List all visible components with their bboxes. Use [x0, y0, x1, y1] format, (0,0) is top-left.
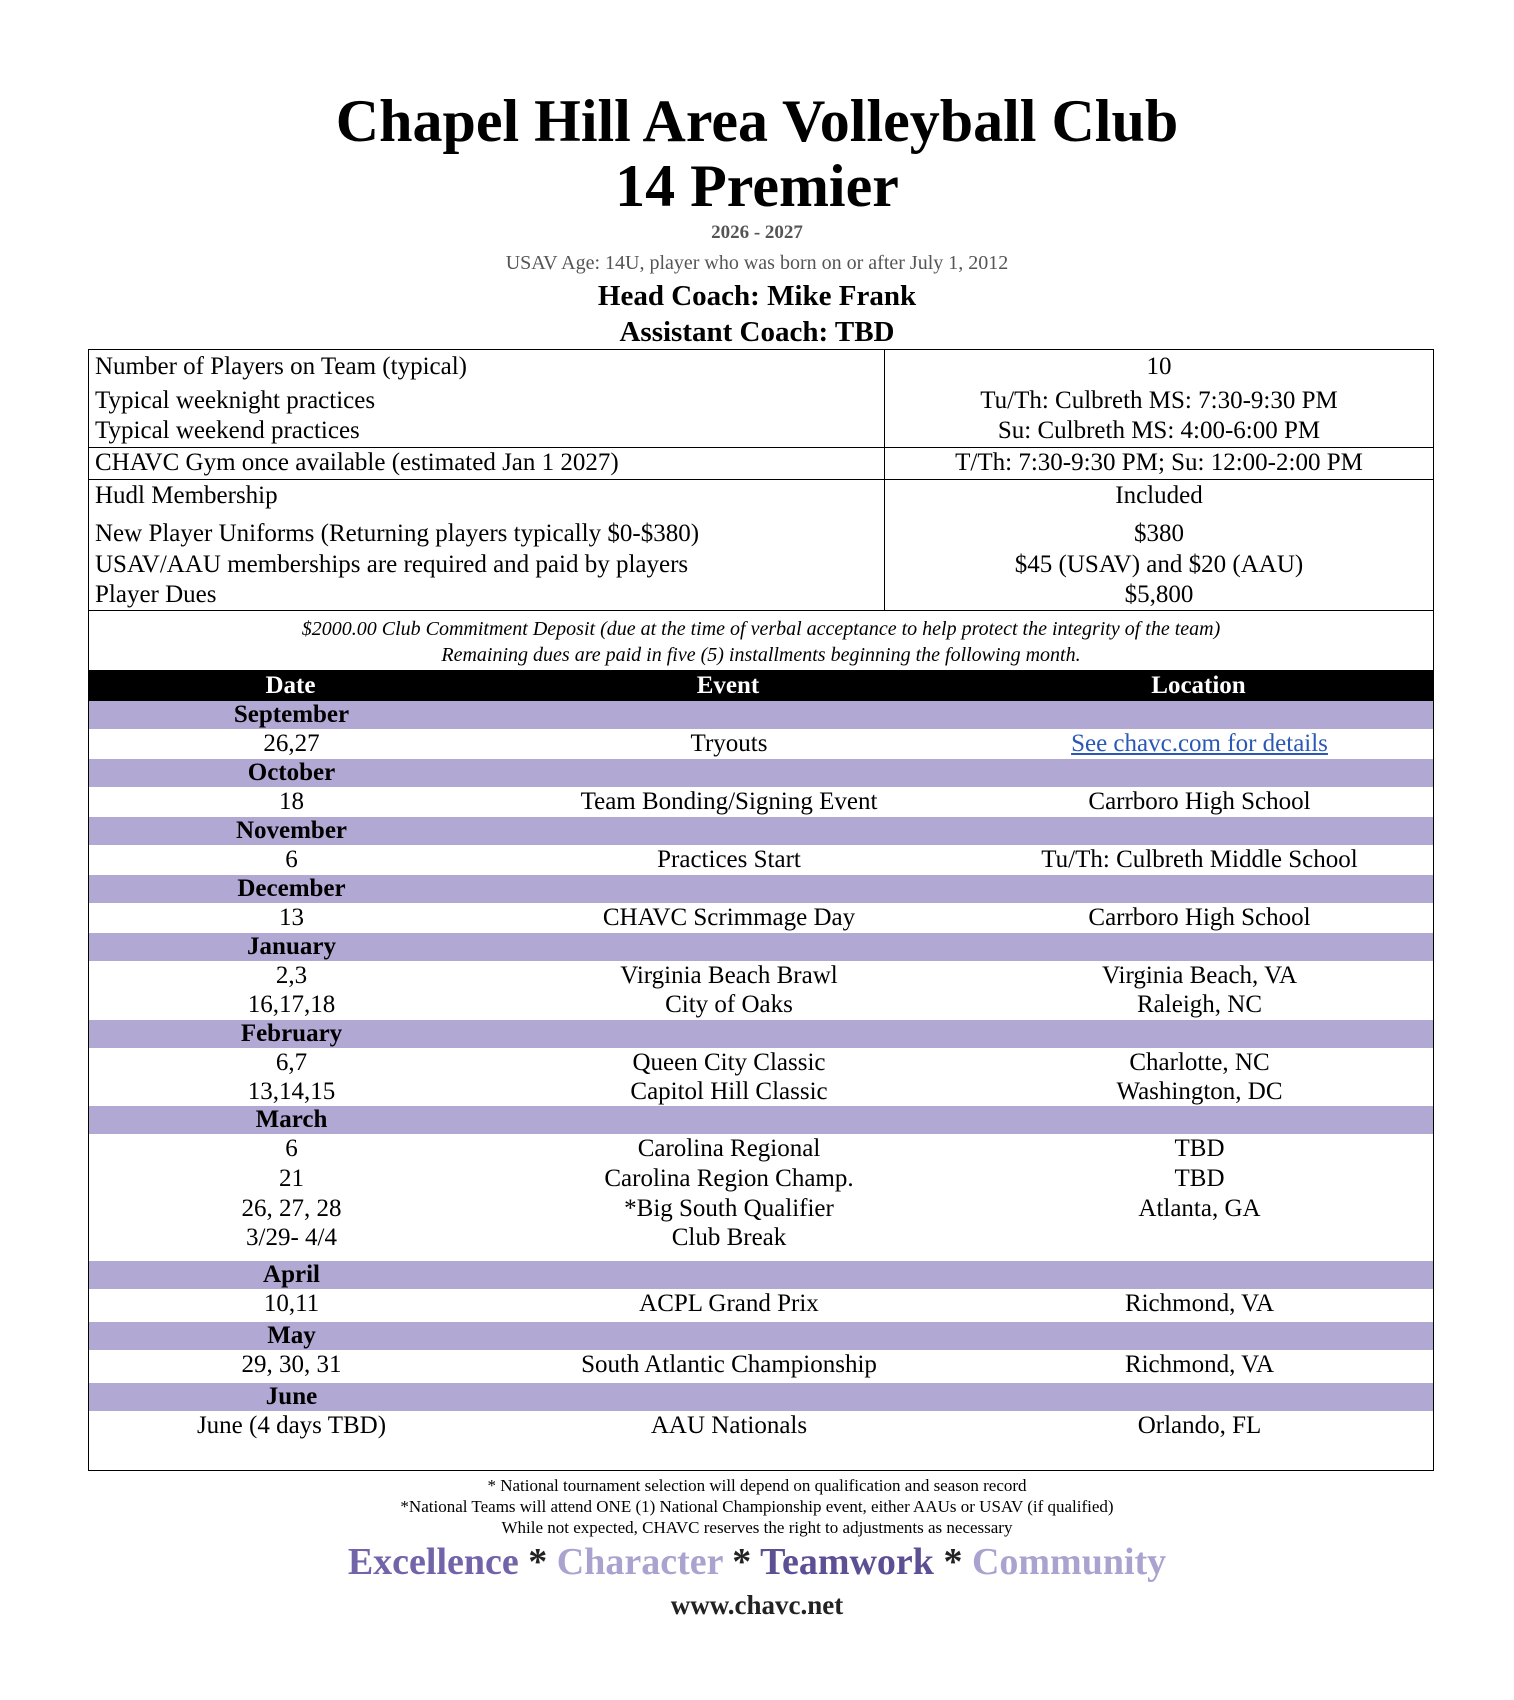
- info-value: $380: [1134, 520, 1184, 547]
- event-location: TBD: [1174, 1135, 1225, 1162]
- info-label: New Player Uniforms (Returning players typically $0-$380): [95, 520, 700, 547]
- info-label: USAV/AAU memberships are required and paid by players: [95, 551, 689, 578]
- table-row: [89, 903, 1433, 933]
- month-row: [89, 1383, 1433, 1411]
- month-row: [89, 933, 1433, 961]
- month-label: April: [263, 1261, 320, 1288]
- motto-separator: *: [943, 1541, 963, 1583]
- info-label: Typical weeknight practices: [95, 387, 376, 414]
- event-location: Raleigh, NC: [1137, 991, 1262, 1018]
- event-name: CHAVC Scrimmage Day: [602, 904, 856, 931]
- table-row: [89, 1411, 1433, 1441]
- table-row: [89, 729, 1433, 759]
- info-label: Number of Players on Team (typical): [95, 353, 467, 380]
- event-name: Queen City Classic: [632, 1049, 826, 1076]
- info-label: Hudl Membership: [95, 482, 278, 509]
- month-row: [89, 875, 1433, 903]
- table-row: [89, 961, 1433, 991]
- info-value: Tu/Th: Culbreth MS: 7:30-9:30 PM: [980, 387, 1338, 414]
- event-date: 10,11: [263, 1290, 320, 1317]
- team-title: 14 Premier: [615, 153, 899, 219]
- table-row: [89, 1048, 1433, 1078]
- month-row: [89, 759, 1433, 787]
- website-url: www.chavc.net: [670, 1590, 844, 1620]
- info-value: $5,800: [1124, 581, 1194, 608]
- event-date: 29, 30, 31: [241, 1351, 342, 1378]
- event-date: 13,14,15: [247, 1078, 336, 1105]
- month-label: October: [247, 759, 336, 786]
- club-title: Chapel Hill Area Volleyball Club: [335, 88, 1179, 154]
- event-name: ACPL Grand Prix: [639, 1290, 819, 1317]
- club-motto: [0, 1540, 1514, 1584]
- event-location: TBD: [1174, 1165, 1225, 1192]
- head-coach: Head Coach: Mike Frank: [597, 280, 917, 312]
- event-date: 26,27: [263, 730, 320, 757]
- event-location: Richmond, VA: [1124, 1290, 1275, 1317]
- info-value: $45 (USAV) and $20 (AAU): [1014, 551, 1304, 578]
- info-label: CHAVC Gym once available (estimated Jan 1 2027): [95, 449, 619, 476]
- event-name: City of Oaks: [665, 991, 793, 1018]
- deposit-note: [88, 610, 1434, 670]
- event-name: Carolina Regional: [637, 1135, 821, 1162]
- table-row: [89, 1164, 1433, 1194]
- table-row: [89, 1289, 1433, 1319]
- table-row: [89, 1134, 1433, 1164]
- month-label: March: [255, 1106, 328, 1133]
- info-label: Player Dues: [95, 581, 217, 608]
- details-link[interactable]: See chavc.com for details: [1071, 730, 1328, 757]
- motto-separator: *: [732, 1541, 752, 1583]
- table-row: [89, 1077, 1433, 1107]
- info-label: Typical weekend practices: [95, 417, 360, 444]
- usav-age-note: USAV Age: 14U, player who was born on or after July 1, 2012: [505, 252, 1009, 274]
- event-date: 18: [279, 788, 304, 815]
- event-column-header: Event: [696, 672, 760, 699]
- month-row: [89, 701, 1433, 729]
- info-value: Included: [1115, 482, 1203, 509]
- footnote: * National tournament selection will depend on qualification and season record: [487, 1476, 1027, 1495]
- deposit-line: $2000.00 Club Commitment Deposit (due at the time of verbal acceptance to help protect the integrity of the team): [301, 618, 1221, 640]
- date-column-header: Date: [265, 672, 316, 699]
- month-row: [89, 1261, 1433, 1289]
- motto-word: Excellence: [347, 1541, 519, 1583]
- month-label: December: [237, 875, 346, 902]
- location-column-header: Location: [1151, 672, 1246, 699]
- event-name: Practices Start: [657, 846, 801, 873]
- schedule-table: [88, 701, 1434, 1471]
- event-location: Washington, DC: [1116, 1078, 1283, 1105]
- event-date: 2,3: [275, 962, 308, 989]
- event-date: 26, 27, 28: [241, 1195, 342, 1222]
- month-label: May: [267, 1322, 316, 1349]
- event-location: Orlando, FL: [1137, 1412, 1262, 1439]
- table-row: [89, 990, 1433, 1020]
- event-date: 6: [285, 846, 298, 873]
- row-divider: [89, 447, 1433, 448]
- event-name: Capitol Hill Classic: [630, 1078, 828, 1105]
- month-row: [89, 1106, 1433, 1134]
- event-location: Virginia Beach, VA: [1101, 962, 1297, 989]
- month-row: [89, 1020, 1433, 1048]
- event-date: 3/29- 4/4: [246, 1224, 337, 1251]
- month-label: January: [247, 933, 336, 960]
- event-name: Virginia Beach Brawl: [620, 962, 838, 989]
- motto-separator: *: [528, 1541, 548, 1583]
- month-label: February: [240, 1020, 343, 1047]
- schedule-header: [88, 670, 1434, 701]
- event-date: 13: [279, 904, 304, 931]
- table-row: [89, 845, 1433, 875]
- month-row: [89, 817, 1433, 845]
- event-name: AAU Nationals: [650, 1412, 808, 1439]
- table-row: [89, 1350, 1433, 1380]
- event-location: Atlanta, GA: [1138, 1195, 1261, 1222]
- info-value: 10: [1146, 353, 1172, 380]
- event-name: South Atlantic Championship: [581, 1351, 877, 1378]
- event-date: 6: [285, 1135, 298, 1162]
- month-label: September: [233, 701, 350, 728]
- info-value: Su: Culbreth MS: 4:00-6:00 PM: [997, 417, 1321, 444]
- event-location: Carrboro High School: [1088, 904, 1311, 931]
- footnote: *National Teams will attend ONE (1) National Championship event, either AAUs or USAV (if qualified): [400, 1497, 1114, 1516]
- event-location: Carrboro High School: [1088, 788, 1311, 815]
- event-date: 16,17,18: [247, 991, 336, 1018]
- table-row: [89, 1194, 1433, 1224]
- assistant-coach: Assistant Coach: TBD: [619, 316, 895, 348]
- event-name: Carolina Region Champ.: [604, 1165, 854, 1192]
- event-date: 21: [279, 1165, 304, 1192]
- event-location: Tu/Th: Culbreth Middle School: [1041, 846, 1358, 873]
- motto-word: Teamwork: [760, 1541, 934, 1583]
- team-info-table: [88, 349, 1434, 611]
- event-name: Tryouts: [690, 730, 768, 757]
- event-location: Charlotte, NC: [1129, 1049, 1270, 1076]
- motto-word: Character: [556, 1541, 723, 1583]
- event-date: June (4 days TBD): [196, 1412, 387, 1439]
- month-label: November: [235, 817, 348, 844]
- motto-word: Community: [971, 1541, 1167, 1583]
- event-name: *Big South Qualifier: [624, 1195, 834, 1222]
- footnote: While not expected, CHAVC reserves the right to adjustments as necessary: [501, 1518, 1013, 1537]
- deposit-line: Remaining dues are paid in five (5) installments beginning the following month.: [441, 644, 1081, 666]
- season-label: 2026 - 2027: [711, 222, 803, 243]
- event-date: 6,7: [275, 1049, 308, 1076]
- info-value: T/Th: 7:30-9:30 PM; Su: 12:00-2:00 PM: [955, 449, 1363, 476]
- event-location: Richmond, VA: [1124, 1351, 1275, 1378]
- table-row: [89, 787, 1433, 817]
- table-row: [89, 1223, 1433, 1253]
- month-label: June: [265, 1383, 318, 1410]
- month-row: [89, 1322, 1433, 1350]
- event-name: Team Bonding/Signing Event: [580, 788, 878, 815]
- row-divider: [89, 479, 1433, 480]
- event-name: Club Break: [671, 1224, 787, 1251]
